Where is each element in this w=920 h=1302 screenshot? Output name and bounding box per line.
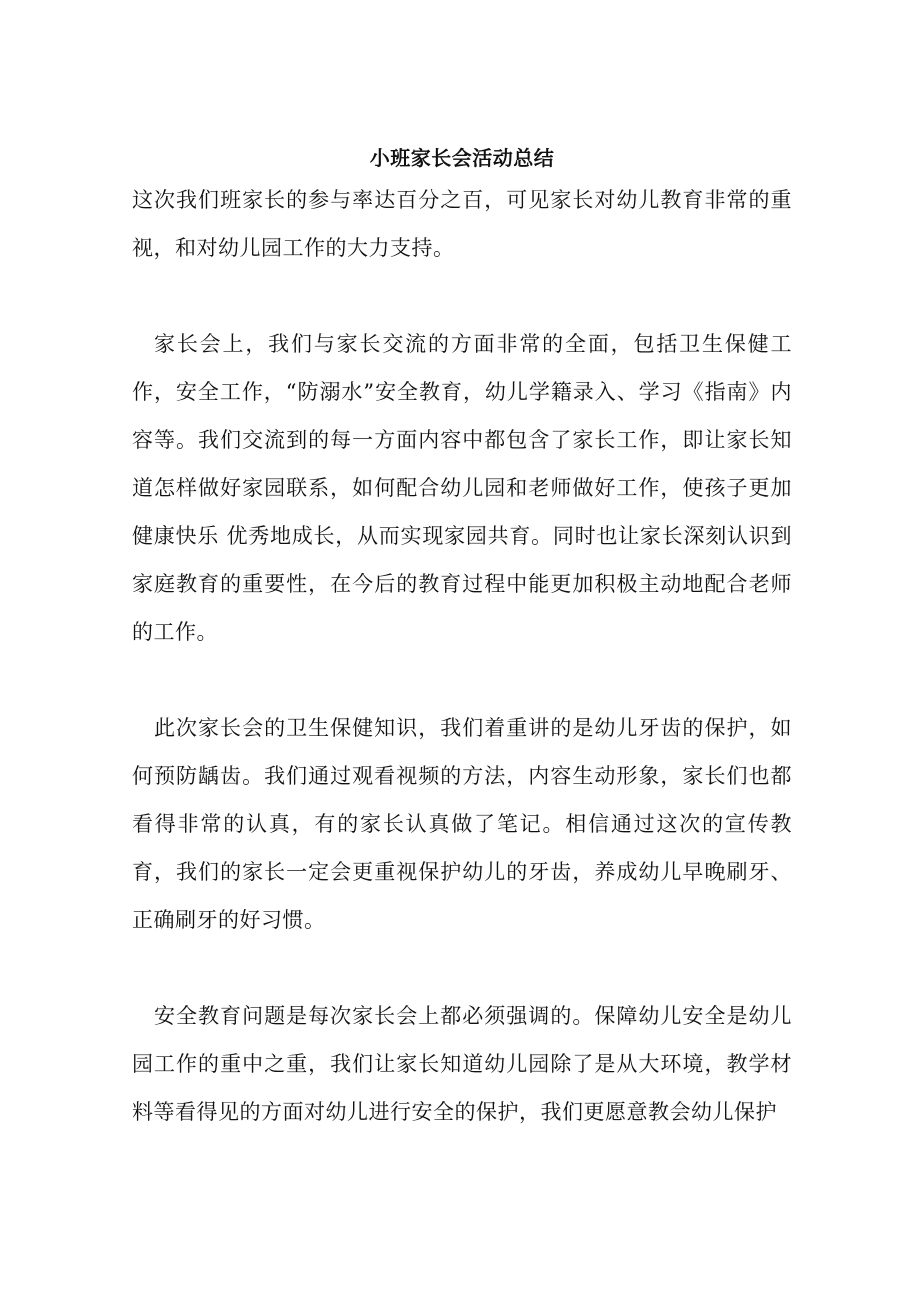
paragraph-2: 家长会上，我们与家长交流的方面非常的全面，包括卫生保健工作，安全工作，“防溺水”安全教育，幼儿学籍录入、学习《指南》内容等。我们交流到的每一方面内容中都包含了家长工作，即让家长知道怎样做好家园联系，如何配合幼儿园和老师做好工作，使孩子更加健康快乐 优秀地成长，从而实现家园共育。同时也让家长深刻认识到家庭教育的重要性，在今后的教育过程中能更加积极主动地配合老师的工作。 — [132, 332, 792, 644]
paragraph-1: 这次我们班家长的参与率达百分之百，可见家长对幼儿教育非常的重视，和对幼儿园工作的大力支持。 — [132, 188, 792, 260]
paragraph-spacer — [132, 944, 792, 992]
document-body — [132, 140, 792, 1136]
paragraph-spacer — [132, 272, 792, 320]
paragraph-4: 安全教育问题是每次家长会上都必须强调的。保障幼儿安全是幼儿园工作的重中之重，我们让家长知道幼儿园除了是从大环境，教学材料等看得见的方面对幼儿进行安全的保护，我们更愿意教会幼儿保护 — [132, 1004, 792, 1124]
paragraph-spacer — [132, 656, 792, 704]
document-title: 小班家长会活动总结 — [369, 146, 555, 170]
paragraph-3: 此次家长会的卫生保健知识，我们着重讲的是幼儿牙齿的保护，如何预防龋齿。我们通过观看视频的方法，内容生动形象，家长们也都看得非常的认真，有的家长认真做了笔记。相信通过这次的宣传教育，我们的家长一定会更重视保护幼儿的牙齿，养成幼儿早晚刷牙、正确刷牙的好习惯。 — [132, 716, 792, 932]
